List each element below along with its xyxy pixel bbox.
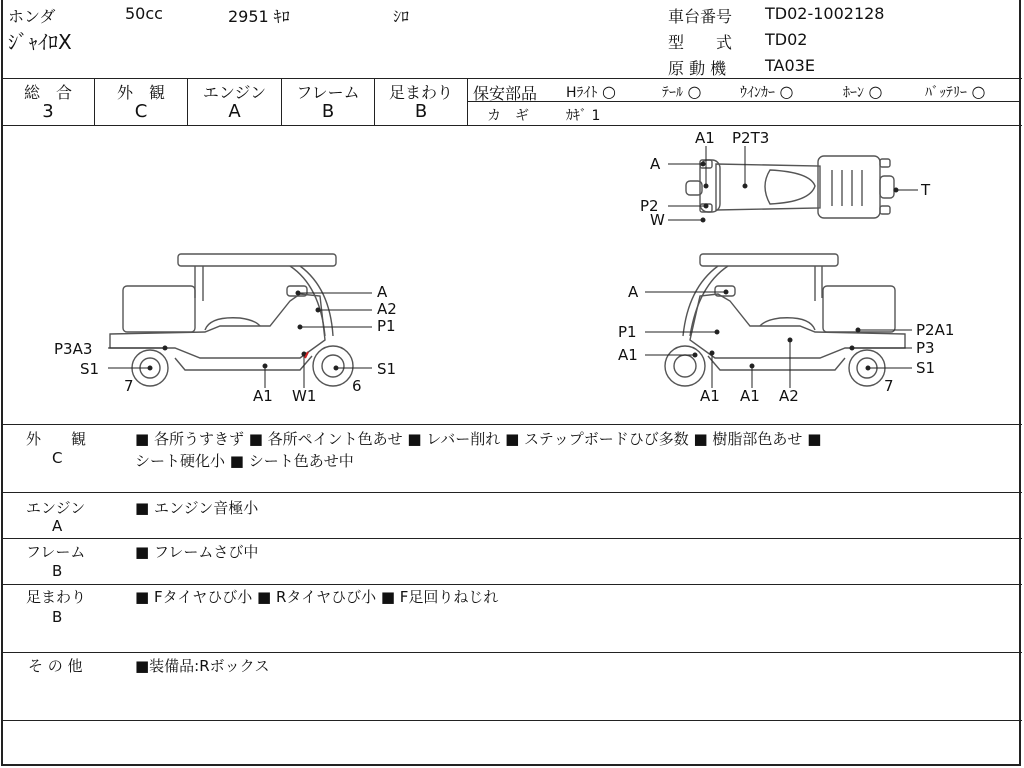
label-left-S1-rear: S1 [80, 360, 100, 378]
label-left-W1: W1 [292, 387, 317, 405]
label-right-A2: A2 [779, 387, 799, 405]
label-left-P1: P1 [377, 317, 396, 335]
label-right-P3: P3 [916, 339, 935, 357]
comment-exterior-line2: シート硬化小 ■ シート色あせ中 [135, 452, 354, 470]
grade-frame-label: フレーム [296, 83, 360, 102]
comment-engine-line1: ■ エンジン音極小 [135, 499, 259, 517]
safety-label: 保安部品 [473, 84, 538, 103]
label-left-P3A3: P3A3 [54, 340, 93, 358]
displacement: 50cc [125, 4, 163, 23]
safety-item-horn: ﾎｰﾝ ○ [843, 82, 883, 101]
comment-exterior-title: 外 観 [26, 430, 87, 448]
engine-label: 原 動 機 [668, 59, 727, 78]
comment-suspension-title: 足まわり [26, 588, 87, 606]
color: ｼﾛ [393, 7, 410, 26]
label-right-P2A1: P2A1 [916, 321, 955, 339]
comment-other-line1: ■装備品:Rボックス [135, 657, 270, 675]
label-right-A1-step: A1 [700, 387, 720, 405]
model-name: ｼﾞｬｲﾛX [8, 30, 72, 54]
grade-exterior-label: 外 観 [116, 83, 165, 102]
label-top-W: W [650, 211, 665, 229]
left-side-scooter [110, 254, 353, 386]
label-left-7: 7 [124, 377, 134, 395]
label-left-S1-front: S1 [377, 360, 397, 378]
comment-other-title: そ の 他 [28, 657, 83, 675]
label-top-A: A [650, 155, 661, 173]
safety-item-winker: ｳｲﾝｶｰ ○ [740, 82, 794, 101]
label-left-A2: A2 [377, 300, 397, 318]
comment-frame-line1: ■ フレームさび中 [135, 543, 259, 561]
safety-item-headlight: Hﾗｲﾄ ○ [566, 82, 616, 101]
comment-engine-title: エンジン [26, 499, 86, 517]
comment-suspension-line1: ■ Fタイヤひび小 ■ Rタイヤひび小 ■ F足回りねじれ [135, 588, 499, 606]
comment-exterior-line1: ■ 各所うすきず ■ 各所ペイント色あせ ■ レバー削れ ■ ステップボードひび多数 ■ 樹脂部色あせ ■ [135, 430, 822, 448]
engine-value: TA03E [765, 56, 815, 75]
label-top-T: T [921, 181, 931, 199]
grade-engine-label: エンジン [202, 83, 267, 102]
key-label: カ ギ [487, 108, 529, 124]
grade-suspension-label: 足まわり [388, 83, 453, 102]
frame-no-label: 車台番号 [668, 7, 733, 26]
comment-engine-grade: A [52, 517, 63, 535]
comment-frame-title: フレーム [26, 543, 86, 561]
key-value: ｶｷﾞ 1 [566, 108, 601, 124]
label-right-P1: P1 [618, 323, 637, 341]
mileage: 2951 ｷﾛ [228, 7, 290, 26]
comment-frame-grade: B [52, 562, 63, 580]
safety-item-battery: ﾊﾞｯﾃﾘｰ ○ [925, 82, 986, 101]
comment-suspension-grade: B [52, 608, 63, 626]
label-right-S1: S1 [916, 359, 936, 377]
comment-exterior-grade: C [52, 449, 63, 467]
label-right-A1-front: A1 [618, 346, 638, 364]
grade-engine-value: A [228, 101, 241, 122]
type-label: 型 式 [668, 33, 733, 52]
top-view-scooter [686, 156, 894, 218]
label-right-A1-floor: A1 [740, 387, 760, 405]
grade-overall-value: 3 [42, 101, 54, 122]
label-right-A: A [628, 283, 639, 301]
label-left-A: A [377, 283, 388, 301]
label-top-A1: A1 [695, 129, 715, 147]
label-right-7: 7 [884, 377, 894, 395]
label-left-6: 6 [352, 377, 362, 395]
grade-suspension-value: B [414, 101, 428, 122]
grade-overall-label: 総 合 [23, 83, 72, 102]
grade-frame-value: B [321, 101, 335, 122]
type-value: TD02 [765, 30, 808, 49]
damage-diagram [0, 126, 1022, 424]
maker: ホンダ [8, 7, 56, 26]
safety-item-tail: ﾃｰﾙ ○ [662, 82, 702, 101]
frame-no: TD02-1002128 [765, 4, 885, 23]
grade-exterior-value: C [134, 101, 148, 122]
label-top-P2: P2 [640, 197, 659, 215]
label-left-A1: A1 [253, 387, 273, 405]
label-top-P2T3: P2T3 [732, 129, 770, 147]
